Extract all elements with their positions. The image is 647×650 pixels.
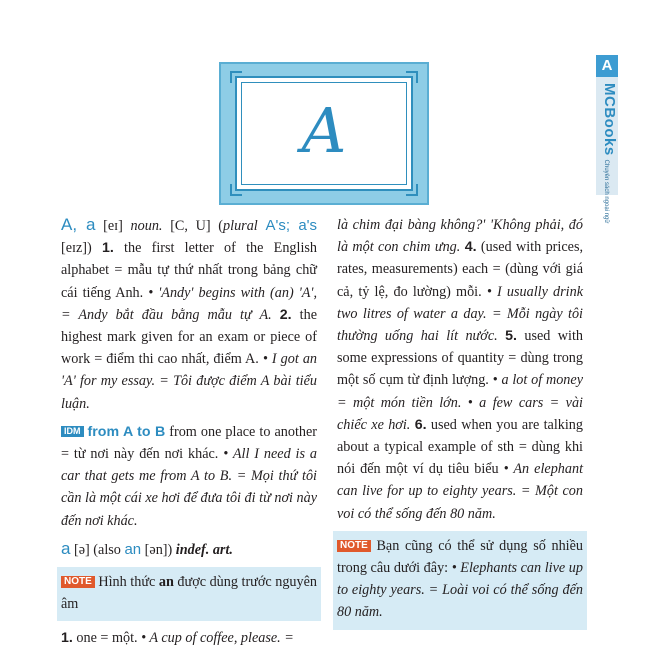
note-box [57, 567, 321, 621]
frame-ornament [230, 184, 242, 196]
side-tab-letter: A [596, 55, 618, 77]
variant-pronunciation: [ən]) [144, 541, 173, 558]
sense-number: 4. [464, 239, 477, 256]
brand-logo [600, 83, 618, 223]
note-text: Hình thức [98, 574, 156, 591]
entry-a-noun-continued [337, 214, 583, 525]
sense-definition: used when you are talking about a typical example of sth = dùng khi nói đến một ví dụ tiêu biểu [337, 416, 583, 478]
part-of-speech: noun. [130, 218, 163, 234]
sense-definition: (used with prices, rates, measurements) each = (dùng với giá cả, tỷ lệ, đo lường) mỗi. [337, 239, 584, 300]
grammar-info: [C, U] ( [170, 218, 224, 234]
frame-ornament [230, 71, 242, 83]
side-tab [596, 55, 618, 224]
sense-example: • A cup of coffee, please. = [141, 630, 294, 647]
letter-frame-inner [235, 76, 413, 191]
note-text: được dùng trước nguyên âm [61, 574, 317, 613]
pronunciation: [ə] (also [74, 541, 121, 558]
sense-number: 6. [414, 416, 427, 433]
note-badge: NOTE [337, 540, 371, 552]
sense-definition: one = một. [76, 630, 138, 647]
sense-definition: the first letter of the English alphabet = mẫu tự thứ nhất trong bảng chữ cái tiếng Anh. [61, 240, 318, 301]
sense-example: là chim đại bàng không?' 'Không phải, đó là một con chim ưng. [337, 217, 583, 256]
plural-pronunciation: [eɪz]) [61, 240, 92, 257]
headword: a [61, 538, 71, 558]
note-text: Bạn cũng có thể sử dụng số nhiều trong câu dưới đây: [337, 537, 583, 577]
sense-example: • a lot of money = một món tiền lớn. • a few cars = vài chiếc xe hơi. [337, 372, 583, 433]
sense-definition: used with some expressions of quantity = dùng trong một số cụm từ định lượng. [337, 328, 584, 389]
note-keyword: an [158, 574, 174, 591]
decorative-letter: A [301, 94, 347, 167]
frame-ornament [406, 71, 418, 83]
sense-example: • 'Andy' begins with (an) 'A', = Andy bắt đầu bằng mẫu tự A. [61, 284, 318, 323]
letter-frame [219, 62, 429, 205]
note-box [333, 531, 587, 630]
sense-number: 2. [279, 306, 292, 323]
sense-definition: the highest mark given for an exam or piece of work = điểm thi cao nhất, điểm A. [61, 306, 318, 368]
sense-number: 1. [101, 240, 114, 257]
idiom-example: • All I need is a car that gets me from A to B. = Mọi thứ tôi cần là một cái xe hơi để đưa tôi đi từ nơi này đến nơi khác. [61, 446, 317, 529]
idiom-definition: from one place to another = từ nơi này đến nơi khác. [61, 423, 317, 463]
entry-a-sense-1 [61, 627, 317, 649]
note-example: • Elephants can live up to eighty years. = Loài voi có thể sống đến 80 năm. [337, 560, 583, 621]
entry-a-noun [61, 214, 317, 415]
right-column [337, 214, 583, 630]
brand-name: MCBooks [601, 83, 618, 156]
note-badge: NOTE [61, 576, 95, 588]
frame-ornament [406, 184, 418, 196]
idiom-block [61, 421, 317, 532]
sense-example: • An elephant can live for up to eighty years. = Một con voi có thể sống đến 80 năm. [337, 461, 584, 522]
idiom-phrase: from A to B [87, 423, 166, 440]
variant-word: an [124, 540, 142, 558]
idiom-badge: IDM [61, 426, 84, 437]
brand-slogan: Chuyên sách ngoại ngữ [603, 159, 609, 224]
entry-a-article [61, 538, 317, 561]
part-of-speech: indef. art. [175, 541, 233, 558]
plural-label: plural [223, 218, 258, 234]
sense-example: • I usually drink two litres of water a day. = Mỗi ngày tôi thường uống hai lít nước. [337, 283, 583, 345]
plural-forms: A's; a's [265, 217, 318, 234]
left-column [61, 214, 317, 650]
sense-number: 5. [505, 328, 517, 345]
pronunciation: [eɪ] [103, 218, 123, 234]
headword: A, a [61, 215, 96, 234]
sense-number: 1. [61, 630, 73, 647]
sense-example: • I got an 'A' for my essay. = Tôi được điểm A bài tiểu luận. [61, 351, 318, 412]
